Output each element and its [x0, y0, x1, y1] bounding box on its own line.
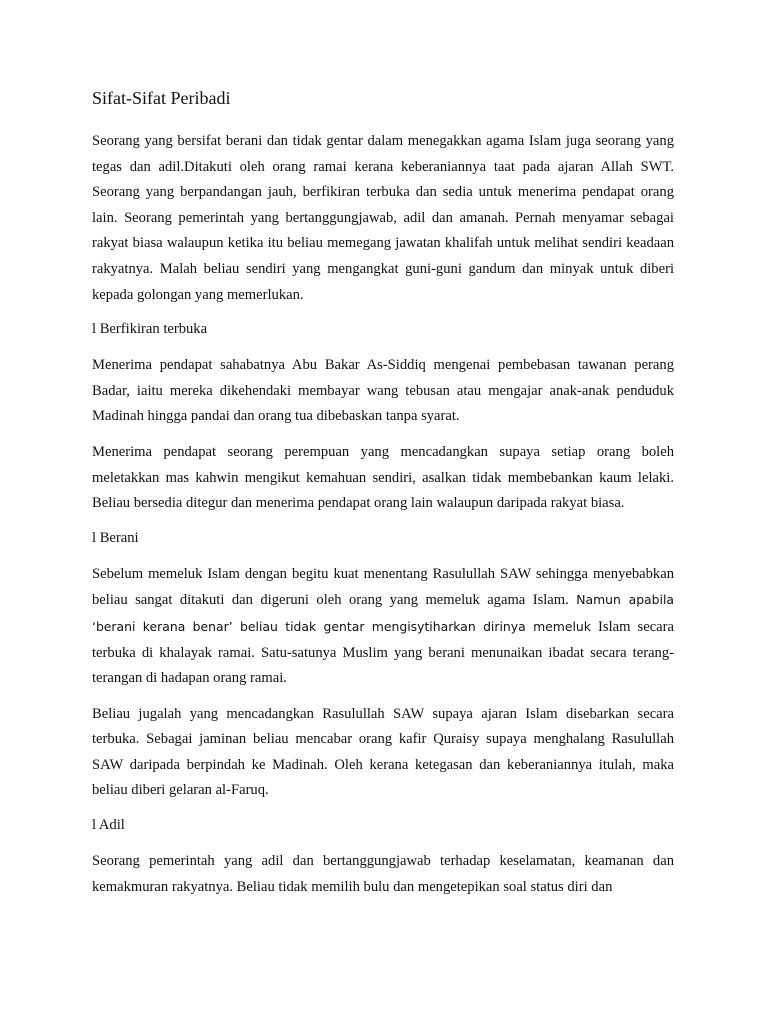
section-heading-berani: l Berani [92, 529, 139, 546]
paragraph-text-sans: Namun apabila ‘berani kerana benar’ beliau tidak gentar mengisytiharkan dirinya memeluk [92, 592, 674, 634]
page-title: Sifat-Sifat Peribadi [92, 88, 231, 108]
paragraph: Beliau jugalah yang mencadangkan Rasulullah SAW supaya ajaran Islam disebarkan secara terbuka. Sebagai jaminan beliau mencabar orang kafir Quraisy supaya menghalang Rasulullah SAW daripada berpindah ke Madinah. Oleh kerana ketegasan dan keberaniannya itulah, maka beliau diberi gelaran al-Faruq. [92, 705, 674, 799]
document-content [92, 86, 674, 910]
intro-paragraph: Seorang yang bersifat berani dan tidak gentar dalam menegakkan agama Islam juga seorang yang tegas dan adil.Ditakuti oleh orang ramai kerana keberaniannya taat pada ajaran Allah SWT. Seorang yang berpandangan jauh, berfikiran terbuka dan sedia untuk menerima pendapat orang lain. Seorang pemerintah yang bertanggungjawab, adil dan amanah. Pernah menyamar sebagai rakyat biasa walaupun ketika itu beliau memegang jawatan khalifah untuk melihat sendiri keadaan rakyatnya. Malah beliau sendiri yang mengangkat guni-guni gandum dan minyak untuk diberi kepada golongan yang memerlukan. [92, 133, 674, 303]
paragraph-berani-1 [92, 562, 674, 692]
paragraph: Menerima pendapat seorang perempuan yang mencadangkan supaya setiap orang boleh meletakkan mas kahwin mengikut kemahuan sendiri, asalkan tidak membebankan kaum lelaki. Beliau bersedia ditegur dan menerima pendapat orang lain walaupun daripada rakyat biasa. [92, 443, 674, 512]
section-heading-berfikiran-terbuka: l Berfikiran terbuka [92, 321, 208, 338]
paragraph-text: Sebelum memeluk Islam dengan begitu kuat menentang Rasulullah SAW sehingga menyebabkan beliau sangat ditakuti dan digeruni oleh orang yang memeluk agama Islam. [92, 565, 674, 609]
paragraph: Seorang pemerintah yang adil dan bertanggungjawab terhadap keselamatan, keamanan dan kemakmuran rakyatnya. Beliau tidak memilih bulu dan mengetepikan soal status diri dan [92, 853, 674, 895]
paragraph: Menerima pendapat sahabatnya Abu Bakar As-Siddiq mengenai pembebasan tawanan perang Badar, iaitu mereka dikehendaki membayar wang tebusan atau mengajar anak-anak penduduk Madinah hingga pandai dan orang tua dibebaskan tanpa syarat. [92, 357, 674, 425]
paragraph-text: Islam secara terbuka di khalayak ramai. Satu-satunya Muslim yang berani menunaikan ibadat secara terang-terangan di hadapan orang ramai. [92, 618, 674, 687]
section-heading-adil: l Adil [92, 817, 125, 834]
